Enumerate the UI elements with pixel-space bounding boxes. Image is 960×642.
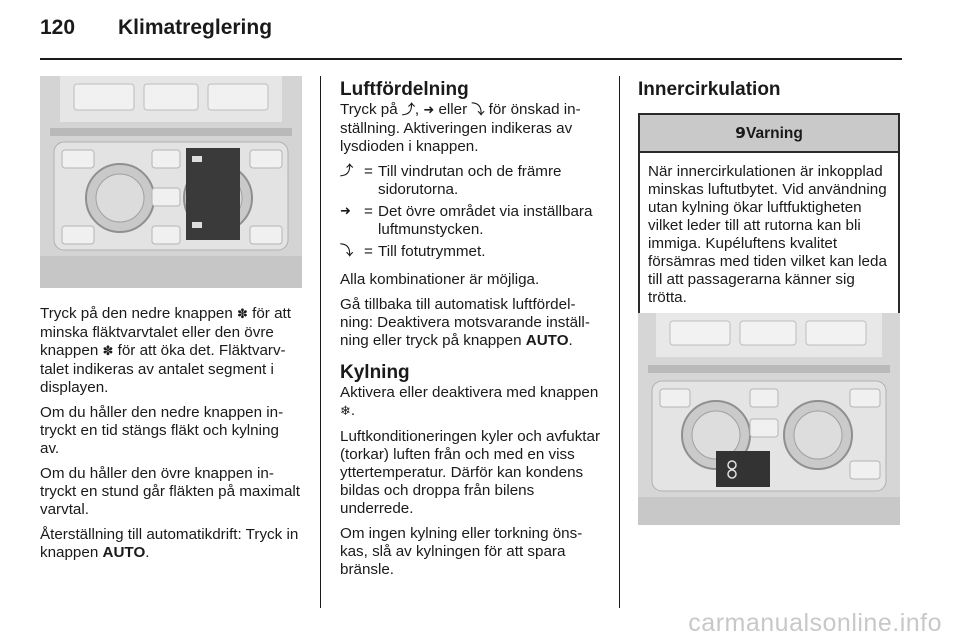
column-divider-2 <box>619 76 620 608</box>
page-number: 120 <box>40 16 76 39</box>
climate-panel-illustration <box>40 76 302 288</box>
column-2 <box>340 79 602 586</box>
column-divider-1 <box>320 76 321 608</box>
cooling-info-paragraph: Luftkonditioneringen kyler och avfuktar (torkar) luften från och med en viss yttertemperatur. Därför kan kondens bildas och droppa från bilens underrede. <box>340 428 601 517</box>
fan-icon: ✽ <box>237 307 248 322</box>
fan-speed-paragraph: Tryck på den nedre knappen ✽ för att minska fläktvarvtalet eller den övre knappen ✽ för att öka det. Fläktvarvtalet indikeras av antalet segment i displayen. <box>40 305 291 396</box>
climate-panel-photo <box>40 76 302 288</box>
upper-vent-icon: ➜ <box>423 103 435 118</box>
return-auto-paragraph: Gå tillbaka till automatisk luftfördelning: Deaktivera motsvarande inställning eller tryck på knappen AUTO. <box>340 296 590 349</box>
cooling-off-paragraph: Om ingen kylning eller torkning önskas, slå av kylningen för att spara bränsle. <box>340 525 583 578</box>
upper-vent-icon: ➜ <box>340 204 351 219</box>
combinations-paragraph: Alla kombinationer är möjliga. <box>340 271 540 288</box>
heading-air-distribution: Luftfördelning <box>340 79 469 100</box>
ac-snowflake-icon: ❄ <box>340 404 351 419</box>
auto-label: AUTO <box>102 544 146 561</box>
auto-reset-paragraph: Återställning till automatikdrift: Tryck in knappen AUTO. <box>40 526 299 561</box>
recirculation-panel-illustration <box>638 313 900 525</box>
air-distribution-paragraph: Tryck på ⤴, ➜ eller ⤵ för önskad inställning. Aktiveringen indikeras av lysdioden i knappen. <box>340 101 581 155</box>
warning-header <box>640 115 898 153</box>
distribution-list <box>340 163 602 261</box>
warning-text: När innercirkulationen är inkopplad minskas luftutbytet. Vid användning utan kylning ökar luftfuktigheten vilket leder till att rutorna kan bli immiga. Kupéluftens kvalitet försämras med tiden vilket kan leda till att passagerarna känner sig trötta. <box>648 163 887 306</box>
list-item: ⤴ = Till vindrutan och de främre sidorutorna. <box>340 163 562 198</box>
footwell-vent-icon: ⤵ <box>340 244 354 259</box>
watermark: carmanualsonline.info <box>688 609 942 637</box>
column-1 <box>40 305 302 569</box>
warning-box <box>638 113 900 319</box>
windscreen-vent-icon: ⤴ <box>340 164 354 179</box>
heading-recirculation: Innercirkulation <box>638 79 781 100</box>
fan-hold-upper-paragraph: Om du håller den övre knappen intryckt en stund går fläkten på maximalt varvtal. <box>40 465 300 518</box>
recirculation-panel-photo <box>638 313 900 525</box>
fan-hold-lower-paragraph: Om du håller den nedre knappen intryckt en tid stängs fläkt och kylning av. <box>40 404 284 457</box>
auto-label: AUTO <box>525 332 569 349</box>
header-rule <box>40 58 902 60</box>
column-3 <box>638 79 900 319</box>
list-item: ➜ = Det övre området via inställbara luftmunstycken. <box>340 203 593 238</box>
warning-triangle-icon: 9 <box>735 124 746 142</box>
windscreen-vent-icon: ⤴ <box>401 103 415 118</box>
warning-title: Varning <box>745 125 803 142</box>
list-item: ⤵ = Till fotutrymmet. <box>340 243 486 260</box>
cooling-toggle-paragraph: Aktivera eller deaktivera med knappen ❄. <box>340 384 599 419</box>
fan-icon: ✽ <box>102 344 114 359</box>
heading-cooling: Kylning <box>340 362 410 383</box>
footwell-vent-icon: ⤵ <box>471 103 485 118</box>
page-title: Klimatreglering <box>118 16 273 39</box>
